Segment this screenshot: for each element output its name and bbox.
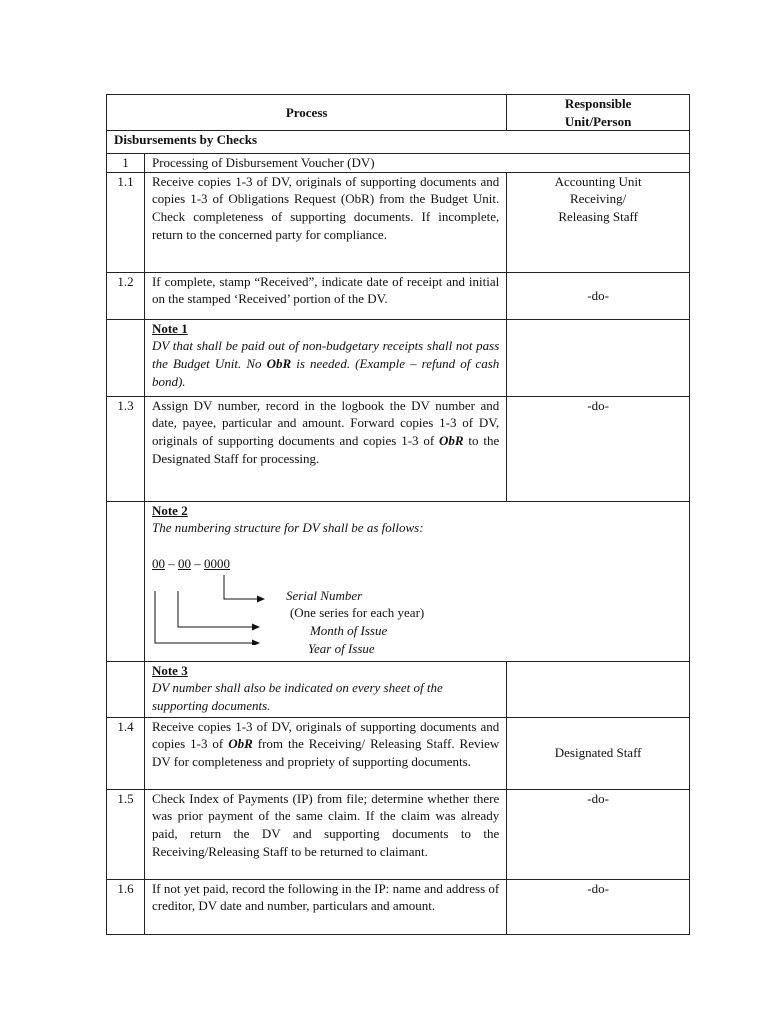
header-responsible bbox=[507, 95, 690, 131]
responsible-line: Releasing Staff bbox=[558, 208, 638, 224]
row-process-text: Receive copies 1-3 of DV, originals of supporting documents and copies 1-3 of Obligations Request (ObR) from the Budget Unit. Check completeness of supporting documents. If incomplete, return to the concerned party for compliance. bbox=[144, 172, 506, 272]
row-responsible: -do- bbox=[507, 879, 690, 934]
header-row bbox=[107, 95, 690, 131]
row-process-text: Check Index of Payments (IP) from file; determine whether there was prior payment of the same claim. If the claim was already paid, return the DV and supporting documents to the Receiving/Releasing Staff to be returned to claimant. bbox=[144, 789, 506, 879]
note-2-intro: The numbering structure for DV shall be as follows: bbox=[151, 520, 424, 536]
row-responsible bbox=[507, 172, 690, 272]
dv-number-pattern: 00 – 00 – 0000 bbox=[151, 555, 230, 571]
responsible-line: Accounting Unit bbox=[554, 173, 642, 189]
row-responsible: -do- bbox=[507, 396, 690, 501]
label-serial-number: Serial Number bbox=[285, 587, 363, 603]
arrow-month bbox=[178, 591, 254, 627]
header-responsible-line2: Unit/Person bbox=[564, 113, 632, 129]
header-process: Process bbox=[107, 95, 507, 131]
note-row bbox=[107, 319, 690, 396]
table-row bbox=[107, 717, 690, 789]
table-row bbox=[107, 879, 690, 934]
responsible-line: Receiving/ bbox=[569, 191, 627, 207]
row-number: 1.3 bbox=[107, 396, 145, 501]
row-process-text: If not yet paid, record the following in the IP: name and address of creditor, DV date and number, particulars and amount. bbox=[144, 879, 506, 934]
procedure-table bbox=[106, 94, 690, 935]
table-row bbox=[107, 789, 690, 879]
note-title: Note 3 bbox=[151, 662, 188, 678]
section-row bbox=[107, 131, 690, 154]
row-responsible: Designated Staff bbox=[507, 717, 690, 789]
row-responsible: -do- bbox=[507, 272, 690, 319]
row-number: 1.5 bbox=[107, 789, 145, 879]
section-title: Disbursements by Checks bbox=[107, 131, 690, 154]
row-process-text: Assign DV number, record in the logbook the DV number and date, payee, particular and amount. Forward copies 1-3 of DV, originals of supporting documents and copies 1-3 of ObR to the Designated Staff for processing. bbox=[144, 396, 506, 501]
arrow-serial bbox=[224, 575, 259, 599]
table-row bbox=[107, 396, 690, 501]
dv-number-structure-diagram bbox=[151, 537, 682, 656]
note-3: Note 3 DV number shall also be indicated on every sheet of the supporting documents. bbox=[144, 661, 506, 717]
header-responsible-line1: Responsible bbox=[564, 96, 632, 111]
label-month-of-issue: Month of Issue bbox=[309, 622, 388, 638]
note-row bbox=[107, 501, 690, 661]
row-process-text: If complete, stamp “Received”, indicate date of receipt and initial on the stamped ‘Received’ portion of the DV. bbox=[144, 272, 506, 319]
note-title: Note 1 bbox=[151, 320, 188, 336]
row-number: 1 bbox=[107, 154, 145, 173]
row-number: 1.1 bbox=[107, 172, 145, 272]
note-2 bbox=[144, 501, 689, 661]
row-number: 1.6 bbox=[107, 879, 145, 934]
row-number: 1.4 bbox=[107, 717, 145, 789]
label-year-of-issue: Year of Issue bbox=[307, 640, 375, 656]
table-row bbox=[107, 172, 690, 272]
table-row bbox=[107, 272, 690, 319]
label-one-series: (One series for each year) bbox=[289, 604, 425, 620]
row-process-text: Processing of Disbursement Voucher (DV) bbox=[144, 154, 689, 173]
table-row bbox=[107, 154, 690, 173]
note-1: Note 1 DV that shall be paid out of non-budgetary receipts shall not pass the Budget Unit. No ObR is needed. (Example – refund of cash bond). bbox=[144, 319, 506, 396]
row-process-text: Receive copies 1-3 of DV, originals of supporting documents and copies 1-3 of ObR from the Receiving/ Releasing Staff. Review DV for completeness and propriety of supporting documents. bbox=[144, 717, 506, 789]
note-row bbox=[107, 661, 690, 717]
row-responsible: -do- bbox=[507, 789, 690, 879]
row-number: 1.2 bbox=[107, 272, 145, 319]
note-title: Note 2 bbox=[151, 502, 188, 518]
